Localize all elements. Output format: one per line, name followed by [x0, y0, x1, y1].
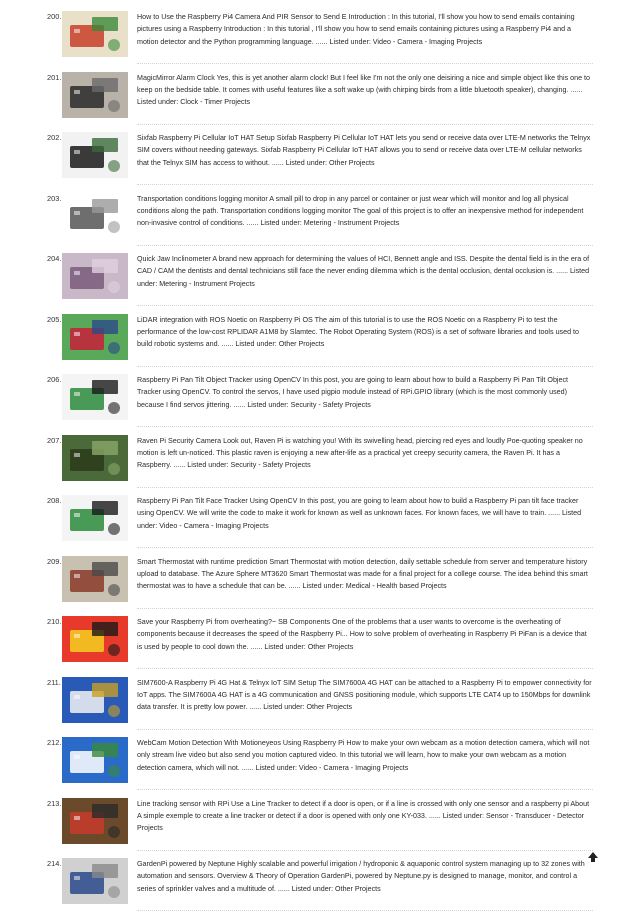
item-divider [137, 184, 593, 185]
project-thumbnail[interactable] [62, 495, 128, 541]
project-list [0, 8, 638, 916]
project-description[interactable]: MagicMirror Alarm Clock Yes, this is yet another alarm clock! But I feel like I'm not the only one deisiring a nice and simple object like this one to keep on the bedside table. It comes with useful features like a soft wake up (with chirping birds from a little bluetooth speaker), changing. ...... Listed under: Clock - Timer Projects [137, 73, 591, 107]
project-thumbnail[interactable] [62, 677, 128, 723]
list-item [0, 855, 638, 916]
item-divider [137, 426, 593, 427]
item-divider [137, 850, 593, 851]
list-item [0, 8, 638, 69]
item-number: 211. [47, 677, 61, 687]
list-item [0, 311, 638, 372]
list-item [0, 734, 638, 795]
project-thumbnail[interactable] [62, 11, 128, 57]
project-description[interactable]: GardenPi powered by Neptune Highly scalable and powerful irrigation / hydroponic & aquaponic control system managing up to 32 zones with automation and sensors. Overview & Theory of Operation GardenPi, powered by Neptune.py is designed to manage, monitor, and control a series of sprinkler valves and a multitude of. ...... Listed under: Other Projects [137, 860, 585, 893]
project-thumbnail[interactable] [62, 253, 128, 299]
project-thumbnail[interactable] [62, 314, 128, 360]
item-divider [137, 547, 593, 548]
item-number: 213. [47, 798, 62, 808]
item-divider [137, 789, 593, 790]
project-thumbnail[interactable] [62, 798, 128, 844]
back-to-top-button[interactable] [586, 850, 600, 864]
item-divider [137, 729, 593, 730]
list-item [0, 613, 638, 674]
item-divider [137, 487, 593, 488]
project-thumbnail[interactable] [62, 374, 128, 420]
item-number: 212. [47, 738, 62, 747]
project-description[interactable]: LiDAR integration with ROS Noetic on Raspberry Pi OS The aim of this tutorial is to use the ROS Noetic on a Raspberry Pi to test the performance of the low-cost RPLIDAR A1M8 by Slamtec. The Robot Operating System (ROS) is a set of software libraries and tools used to build robotic systems and. ...... Listed under: Other Projects [137, 315, 579, 349]
project-description[interactable]: Transportation conditions logging monitor A small pill to drop in any parcel or container or just wear which will monitor and log all physical conditions along the path. Transportation conditions logging monitor The goal of this project is to offer an inexpensive method for independent non-invasive control of conditions. ...... Listed under: Metering - Instrument Projects [137, 194, 584, 228]
item-number: 201. [47, 72, 62, 82]
item-divider [137, 668, 593, 669]
item-number: 208. [47, 496, 62, 505]
item-number: 200. [47, 12, 62, 21]
list-item [0, 674, 638, 735]
project-description[interactable]: Raspberry Pi Pan Tilt Object Tracker using OpenCV In this post, you are going to learn about how to build a Raspberry Pi Pan Tilt Object Tracker using OpenCV. To control the servos, I have used pigpio module instead of RPi.GPIO library (which is the most commonly used) because I find servos jittering. ...... Listed under: Security - Safety Projects [137, 376, 569, 409]
item-number: 204. [47, 254, 62, 263]
list-item [0, 553, 638, 614]
item-divider [137, 608, 593, 609]
list-item [0, 250, 638, 311]
item-divider [137, 124, 593, 125]
list-item [0, 69, 638, 130]
item-number: 210. [47, 617, 62, 626]
arrow-up-icon [586, 850, 600, 864]
project-thumbnail[interactable] [62, 556, 128, 602]
item-number: 206. [47, 375, 62, 384]
item-number: 207. [47, 435, 62, 445]
project-description[interactable]: SIM7600-A Raspberry Pi 4G Hat & Telnyx IoT SIM Setup The SIM7600A 4G HAT can be attached to a Raspberry Pi to empower connectivity for IoT apps. The SIM7600A 4G HAT is a 4G communication and GNSS positioning module, which supports LTE CAT4 up to 150Mbps for downlink data transfer. It is pretty low power. ...... Listed under: Other Projects [137, 678, 592, 712]
item-number: 214. [47, 859, 62, 868]
list-item [0, 432, 638, 493]
item-divider [137, 366, 593, 367]
item-number: 205. [47, 314, 62, 324]
item-number: 202. [47, 133, 62, 142]
project-description[interactable]: Quick Jaw Inclinometer A brand new approach for determining the values of HCI, Bennett angle and ISS. Despite the dental field is in the era of CAD / CAM the dentists and dental technicians still face the never ending dilemma which is the dental occlusion, dental occlusion is. ...... Listed under: Metering - Instrument Projects [137, 255, 590, 288]
project-thumbnail[interactable] [62, 132, 128, 178]
list-item [0, 129, 638, 190]
project-thumbnail[interactable] [62, 858, 128, 904]
project-thumbnail[interactable] [62, 435, 128, 481]
item-number: 203. [47, 193, 62, 203]
project-description[interactable]: Raven Pi Security Camera Look out, Raven Pi is watching you! With its swivelling head, piercing red eyes and loudly Poe-quoting speaker no motion is left un-noticed. This plastic raven is enjoying a new after-life as a practical yet creepy security camera, the Raven Pi. It has a Raspberry. ...... Listed under: Security - Safety Projects [137, 436, 583, 470]
project-description[interactable]: Sixfab Raspberry Pi Cellular IoT HAT Setup Sixfab Raspberry Pi Cellular IoT HAT lets you send or receive data over LTE-M networks the Telnyx SIM covers without needing gateways. Sixfab Raspberry Pi Cellular IoT HAT allows you to send or receive data over LTE-M cellular networks that the Telnyx SIM has access to without. ...... Listed under: Other Projects [137, 134, 591, 167]
item-number: 209. [47, 556, 62, 566]
project-description[interactable]: How to Use the Raspberry Pi4 Camera And PIR Sensor to Send E Introduction : In this tutorial, I'll show you how to send emails containing pictures using a Raspberry Introduction : In this tutorial , I'll show you how to send emails containing pictures using a Raspberry Pi4 and a motion detector and the Python programming language. ...... Listed under: Video - Camera - Imaging Projects [137, 13, 575, 46]
list-item [0, 190, 638, 251]
project-thumbnail[interactable] [62, 72, 128, 118]
list-item [0, 795, 638, 856]
item-divider [137, 305, 593, 306]
list-item [0, 492, 638, 553]
project-description[interactable]: Line tracking sensor with RPi Use a Line Tracker to detect if a door is open, or if a line is crossed with only one sensor and a raspberry pi About A simple exemple to create a line tracker or detect if a door is opened with only one KY-033. ...... Listed under: Sensor - Transducer - Detector Projects [137, 799, 590, 833]
project-thumbnail[interactable] [62, 193, 128, 239]
item-divider [137, 910, 593, 911]
item-divider [137, 245, 593, 246]
project-description[interactable]: WebCam Motion Detection With Motioneyeos Using Raspberry Pi How to make your own webcam as a motion detection camera, which will not only stream live video but also send you motion captured video. In this tutorial we will learn, how to make your own webcam as a motion detection camera, which will not. ...... Listed under: Video - Camera - Imaging Projects [137, 739, 590, 772]
project-description[interactable]: Smart Thermostat with runtime prediction Smart Thermostat with motion detection, daily settable schedule from server and temperature history upload to database. The Azure Sphere MT3620 Smart Thermostat was made for a final project for a college course. The idea behind this smart thermostat was to have a schedule that can be. ...... Listed under: Medical - Health based Projects [137, 557, 588, 591]
list-item [0, 371, 638, 432]
project-description[interactable]: Save your Raspberry Pi from overheating?~ SB Components One of the problems that a user wants to overcome is the overheating of components because it decreases the speed of the Raspberry Pi... How to solve problem of overheating in Raspberry Pi PiFan is a device that is used by people to cool down the. ...... Listed under: Other Projects [137, 618, 587, 651]
item-divider [137, 63, 593, 64]
project-thumbnail[interactable] [62, 616, 128, 662]
project-thumbnail[interactable] [62, 737, 128, 783]
project-description[interactable]: Raspberry Pi Pan Tilt Face Tracker Using OpenCV In this post, you are going to learn about how to build a Raspberry Pi pan tilt face tracker using OpenCV. We will write the code to make it work for known as well as unknown faces. For known faces, we will have to train. ...... Listed under: Video - Camera - Imaging Projects [137, 497, 582, 530]
